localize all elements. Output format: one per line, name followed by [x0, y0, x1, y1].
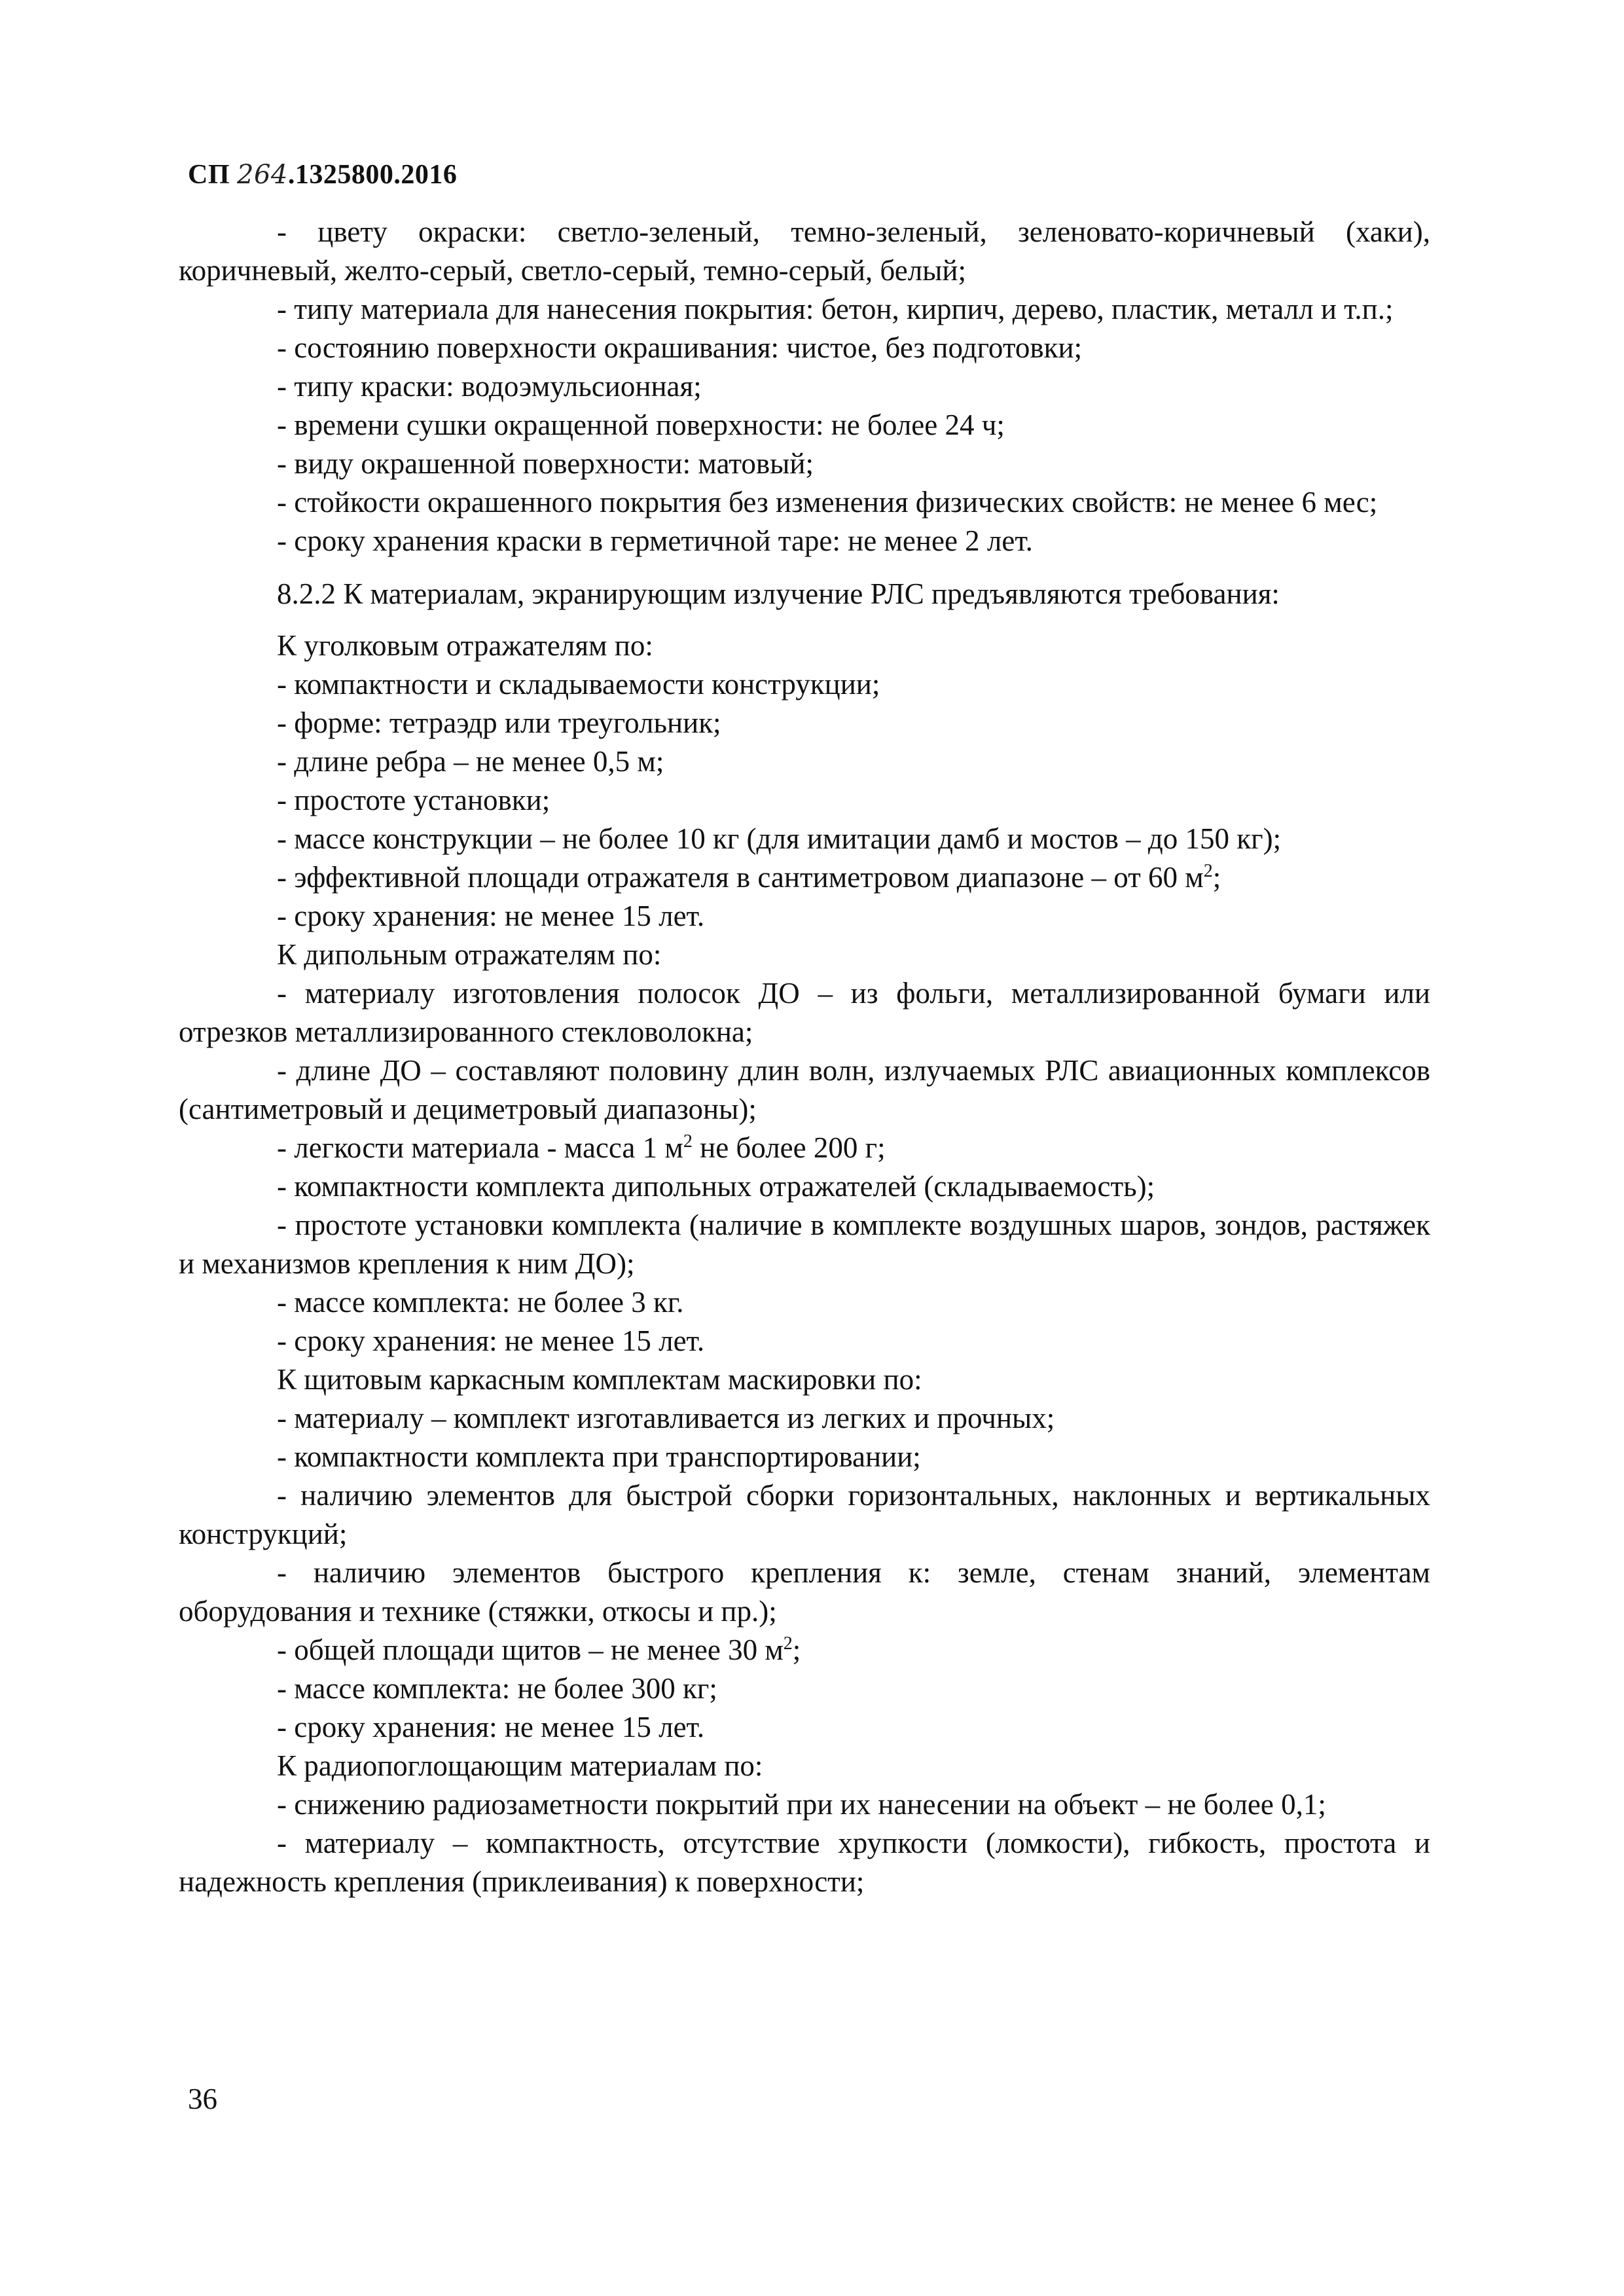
paragraph: - наличию элементов для быстрой сборки горизонтальных, наклонных и вертикальных конструкций; [179, 1479, 1430, 1550]
header-prefix: СП [188, 160, 237, 190]
paragraph: - простоте установки; [277, 784, 550, 816]
paragraph: - состоянию поверхности окрашивания: чистое, без подготовки; [277, 331, 1083, 364]
superscript: 2 [783, 1633, 793, 1654]
paragraph: - виду окрашенной поверхности: матовый; [277, 447, 814, 480]
paragraph: - длине ДО – составляют половину длин волн, излучаемых РЛС авиационных комплексов (сантиметровый и дециметровый диапазоны); [179, 1054, 1430, 1125]
paragraph: - материалу – компактность, отсутствие хрупкости (ломкости), гибкость, простота и надежность крепления (приклеивания) к поверхности; [179, 1827, 1430, 1898]
document-body [179, 213, 1430, 1901]
paragraph-text: - общей площади щитов – не менее 30 м [277, 1633, 784, 1666]
document-header [188, 159, 457, 191]
paragraph: - типу краски: водоэмульсионная; [277, 370, 702, 403]
paragraph: - длине ребра – не менее 0,5 м; [277, 745, 664, 778]
paragraph-tail: ; [1212, 861, 1221, 894]
paragraph: - массе комплекта: не более 3 кг. [277, 1286, 684, 1319]
paragraph: - простоте установки комплекта (наличие в комплекте воздушных шаров, зондов, растяжек и механизмов крепления к ним ДО); [179, 1209, 1430, 1280]
handwritten-number: 264 [237, 160, 288, 190]
paragraph: - сроку хранения: не менее 15 лет. [277, 900, 705, 932]
paragraph: - сроку хранения краски в герметичной таре: не менее 2 лет. [277, 524, 1033, 557]
paragraph-text: - легкости материала - масса 1 м [277, 1131, 683, 1164]
subsection-intro: К дипольным отражателям по: [277, 938, 662, 971]
paragraph: - компактности и складываемости конструкции; [277, 668, 880, 701]
paragraph: - времени сушки окращенной поверхности: не более 24 ч; [277, 409, 1005, 441]
paragraph: - снижению радиозаметности покрытий при их нанесении на объект – не более 0,1; [277, 1788, 1326, 1821]
paragraph: - компактности комплекта при транспортировании; [277, 1440, 921, 1473]
paragraph: - материалу изготовления полосок ДО – из фольги, металлизированной бумаги или отрезков металлизированного стекловолокна; [179, 977, 1430, 1048]
paragraph [179, 1129, 1430, 1167]
paragraph: - компактности комплекта дипольных отражателей (складываемость); [277, 1170, 1155, 1203]
paragraph [179, 858, 1430, 897]
paragraph: - материалу – комплект изготавливается из легких и прочных; [277, 1402, 1055, 1434]
paragraph: - сроку хранения: не менее 15 лет. [277, 1324, 705, 1357]
header-suffix: .1325800.2016 [287, 160, 458, 190]
page-number: 36 [188, 2083, 217, 2115]
paragraph-tail: ; [792, 1633, 801, 1666]
section-heading: 8.2.2 К материалам, экранирующим излучение РЛС предъявляются требования: [277, 577, 1280, 610]
paragraph: - цвету окраски: светло-зеленый, темно-зеленый, зеленовато-коричневый (хаки), коричневый, желто-серый, светло-серый, темно-серый, белый; [179, 215, 1430, 287]
paragraph: - сроку хранения: не менее 15 лет. [277, 1711, 705, 1743]
paragraph: - стойкости окрашенного покрытия без изменения физических свойств: не менее 6 мес; [277, 486, 1378, 519]
paragraph: - наличию элементов быстрого крепления к: земле, стенам знаний, элементам оборудования и технике (стяжки, откосы и пр.); [179, 1556, 1430, 1628]
paragraph: - типу материала для нанесения покрытия: бетон, кирпич, дерево, пластик, металл и т.п.; [277, 293, 1394, 325]
subsection-intro: К уголковым отражателям по: [277, 629, 653, 662]
superscript: 2 [1203, 861, 1213, 881]
paragraph: - массе комплекта: не более 300 кг; [277, 1672, 717, 1705]
paragraph: - форме: тетраэдр или треугольник; [277, 706, 721, 739]
subsection-intro: К радиопоглощающим материалам по: [277, 1749, 763, 1782]
paragraph-tail: не более 200 г; [692, 1131, 886, 1164]
paragraph: - массе конструкции – не более 10 кг (для имитации дамб и мостов – до 150 кг); [277, 822, 1282, 855]
paragraph-text: - эффективной площади отражателя в сантиметровом диапазоне – от 60 м [277, 861, 1204, 894]
paragraph [179, 1631, 1430, 1669]
superscript: 2 [683, 1131, 693, 1152]
subsection-intro: К щитовым каркасным комплектам маскировки по: [277, 1363, 922, 1396]
